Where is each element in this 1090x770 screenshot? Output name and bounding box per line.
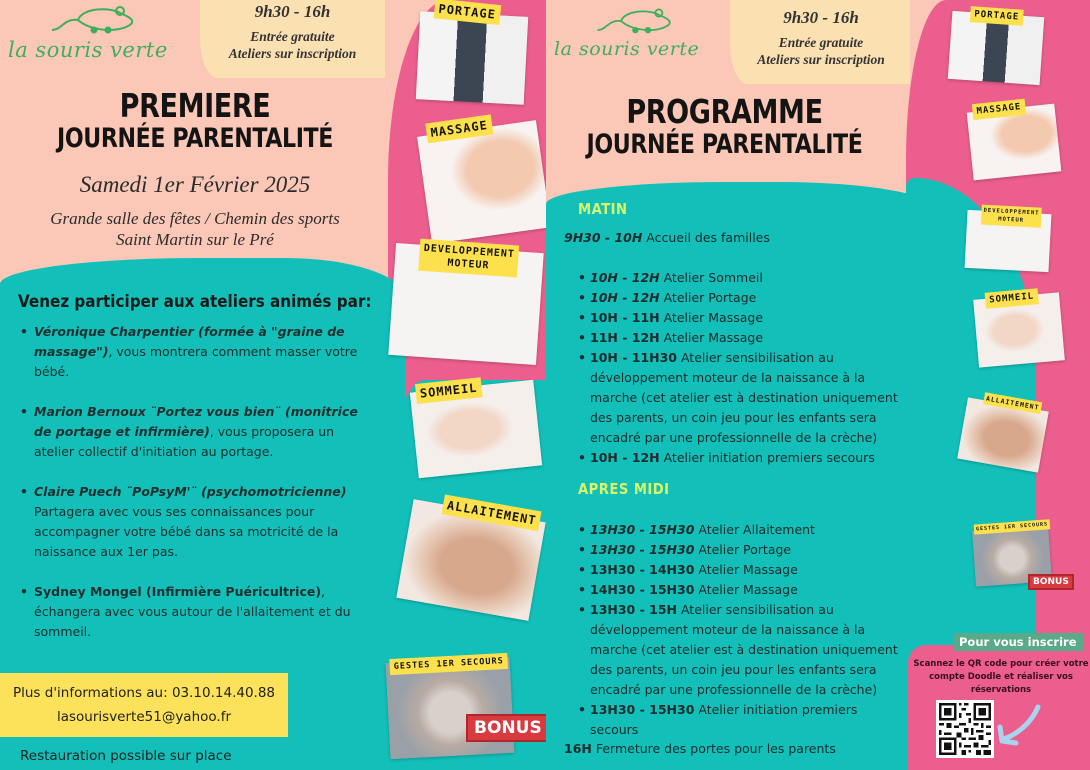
schedule-label: Atelier Allaitement [694, 522, 815, 537]
tag-premiers-secours: GESTES 1ER SECOURS [974, 519, 1051, 534]
schedule-label: Atelier sensibilisation au développement moteur de la naissance à la marche (cet atelier est à destination uniquement des parents, un coin jeu pour les enfants sera encadré par une professionnelle de la crèche) [590, 350, 898, 445]
schedule-label: Atelier Sommeil [659, 270, 763, 285]
tag-massage: MASSAGE [972, 99, 1026, 120]
hours-block [205, 2, 380, 62]
tag-sommeil: SOMMEIL [985, 288, 1039, 309]
schedule-time: 10H - 11H30 [590, 350, 677, 365]
speaker-name: Claire Puech ¨PoPsyM'¨ (psychomotricienne) [34, 484, 347, 499]
schedule-time: 13H30 - 15H [590, 602, 677, 617]
bonus-badge: BONUS [466, 714, 546, 742]
schedule-item [578, 520, 908, 540]
afternoon-schedule [578, 520, 908, 740]
schedule-item [578, 580, 908, 600]
card-portage [416, 1, 528, 105]
bonus-badge: BONUS [1028, 574, 1074, 590]
speaker-desc: Partagera avec vous ses connaissances pour accompagner votre bébé dans sa motricité de la naissance aux 1er pas. [34, 504, 339, 559]
speaker-name: Sydney Mongel (Infirmière Puéricultrice) [34, 584, 322, 599]
card-massage [417, 120, 546, 244]
speaker-desc: , vous montrera comment masser votre bébé. [34, 344, 358, 379]
card-sommeil [410, 380, 542, 478]
logo-text: la souris verte [554, 38, 700, 60]
tag-developpement [418, 239, 519, 278]
schedule-label: Atelier Massage [694, 582, 798, 597]
page-title [552, 94, 897, 160]
registration-note: Ateliers sur inscription [757, 52, 885, 67]
free-entry: Entrée gratuite [778, 35, 864, 50]
logo [554, 6, 724, 60]
schedule-time: 10H - 12H [590, 290, 660, 305]
welcome-text: Accueil des familles [642, 230, 770, 245]
catering-note: Restauration possible sur place [20, 748, 232, 764]
schedule-item [578, 328, 908, 348]
afternoon-heading: APRES MIDI [578, 480, 670, 498]
schedule-time: 10H - 12H [590, 270, 660, 285]
tag-developpement [981, 205, 1042, 228]
speakers-heading: Venez participer aux ateliers animés par: [18, 292, 372, 311]
schedule-label: Atelier sensibilisation au développement moteur de la naissance à la marche (cet atelier est à destination uniquement des parents, un coin jeu pour les enfants sera encadré par une professionnelle de la crèche) [590, 602, 898, 697]
list-item [20, 582, 370, 642]
card-portage [948, 11, 1045, 85]
tag-portage: PORTAGE [434, 0, 501, 25]
schedule-item [578, 288, 908, 308]
schedule-item [578, 540, 908, 560]
tag-line-1: DEVELOPPEMENT [983, 207, 1040, 217]
tag-portage: PORTAGE [970, 6, 1024, 26]
flyer-programme [546, 0, 1090, 770]
venue-line-1: Grande salle des fêtes / Chemin des sports [50, 209, 340, 228]
card-premiers-secours [386, 657, 515, 759]
morning-heading: MATIN [578, 200, 628, 218]
free-entry: Entrée gratuite [250, 29, 335, 44]
logo [8, 4, 188, 62]
card-developpement-moteur [388, 243, 543, 365]
speaker-desc: , vous proposera un atelier collectif d'initiation au portage. [34, 424, 335, 459]
schedule-time: 13H30 - 14H30 [590, 562, 695, 577]
morning-schedule [578, 268, 908, 468]
speaker-desc: , échangera avec vous autour de l'allaitement et du sommeil. [34, 584, 351, 639]
schedule-label: Atelier initiation premiers secours [659, 450, 875, 465]
schedule-item [578, 560, 908, 580]
hours-block [736, 8, 906, 68]
tag-line-2: MOTEUR [447, 257, 490, 272]
event-date: Samedi 1er Février 2025 [79, 172, 311, 197]
title-line-1: PROGRAMME [626, 92, 823, 131]
phone-info[interactable]: Plus d'informations au: 03.10.14.40.88 [12, 685, 276, 701]
welcome-time: 9H30 - 10H [564, 230, 643, 245]
opening-hours: 9h30 - 16h [254, 2, 331, 21]
schedule-time: 10H - 12H [590, 450, 660, 465]
list-item [20, 482, 370, 562]
mouse-icon [594, 6, 684, 38]
page-title [10, 88, 380, 154]
contact-box [0, 673, 288, 737]
email-link[interactable]: lasourisverte51@yahoo.fr [56, 709, 232, 725]
schedule-time: 13H30 - 15H30 [590, 702, 695, 717]
schedule-time: 13H30 - 15H30 [590, 522, 695, 537]
tag-sommeil: SOMMEIL [415, 377, 482, 404]
title-line-1: PREMIERE [119, 86, 271, 125]
signup-label: Pour vous inscrire [953, 633, 1083, 651]
card-massage [967, 104, 1062, 181]
speaker-name: Marion Bernoux ¨Portez vous bien¨ (monitrice de portage et infirmière) [34, 404, 358, 439]
signup-instructions: Scannez le QR code pour créer votre compte Doodle et réaliser vos réservations [913, 659, 1089, 695]
schedule-label: Atelier initiation premiers secours [590, 702, 858, 737]
opening-hours: 9h30 - 16h [783, 8, 859, 27]
tag-allaitement: ALLAITEMENT [442, 494, 542, 531]
tag-allaitement: ALLAITEMENT [983, 392, 1042, 414]
list-item [20, 402, 370, 462]
venue-line-2: Saint Martin sur le Pré [116, 230, 274, 249]
card-developpement-moteur [965, 207, 1052, 272]
schedule-label: Atelier Massage [694, 562, 798, 577]
title-line-2: JOURNÉE PARENTALITÉ [586, 129, 863, 160]
schedule-item [578, 268, 908, 288]
schedule-time: 14H30 - 15H30 [590, 582, 695, 597]
schedule-item [578, 308, 908, 328]
speaker-name: Véronique Charpentier (formée à "graine de massage") [34, 324, 345, 359]
schedule-time: 10H - 11H [590, 310, 660, 325]
schedule-time: 13H30 - 15H30 [590, 542, 695, 557]
list-item [20, 322, 370, 382]
closing-text: Fermeture des portes pour les parents [591, 741, 836, 756]
schedule-label: Atelier Massage [659, 310, 764, 325]
tag-premiers-secours: GESTES 1ER SECOURS [389, 653, 508, 675]
logo-text: la souris verte [8, 38, 168, 62]
card-sommeil [973, 292, 1065, 367]
welcome-line [564, 230, 770, 245]
qr-code[interactable] [936, 700, 994, 758]
tag-massage: MASSAGE [425, 114, 493, 143]
venue [10, 208, 380, 250]
qr-code-icon [939, 703, 991, 755]
schedule-time: 11H - 12H [590, 330, 660, 345]
schedule-item [578, 348, 908, 448]
schedule-item [578, 448, 908, 468]
closing-time: 16H [564, 741, 592, 756]
tag-line-2: MOTEUR [998, 216, 1025, 224]
schedule-label: Atelier Portage [694, 542, 792, 557]
schedule-item [578, 700, 908, 740]
closing-line [564, 741, 836, 756]
schedule-label: Atelier Portage [659, 290, 757, 305]
title-line-2: JOURNÉE PARENTALITÉ [57, 123, 333, 154]
arrow-icon [994, 703, 1044, 749]
registration-note: Ateliers sur inscription [228, 46, 357, 61]
schedule-label: Atelier Massage [659, 330, 764, 345]
speakers-list [20, 322, 370, 662]
mouse-icon [48, 4, 148, 38]
schedule-item [578, 600, 908, 700]
tag-line-1: DEVELOPPEMENT [423, 242, 516, 261]
